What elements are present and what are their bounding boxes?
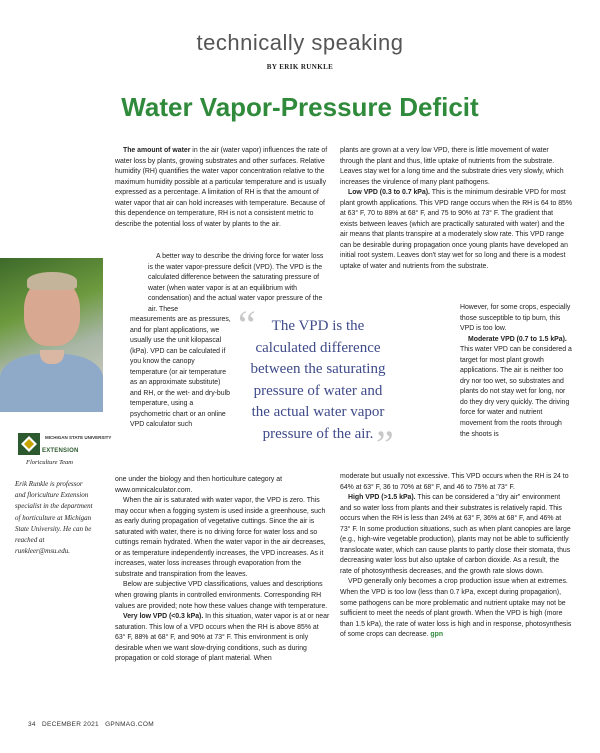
open-quote-icon: “ — [238, 302, 256, 347]
close-quote-icon: ” — [376, 422, 394, 467]
paragraph-text: in the air (water vapor) influences the rate of water loss by plants, growing substrates and other surfaces. Relative humidity (RH) quantifies the water vapor concentration relative to the maximum humidity possible at a particular temperature and is usually expressed as a percentage. A limitation of RH is that the amount of water vapor that air can hold increases with temperature. Because of this dependence on temperature, RH is not a consistent metric to describe the potential loss of water by plants to the air. — [115, 147, 328, 228]
logo-team: Floriculture Team — [26, 459, 74, 466]
paragraph-text: In this situation, water vapor is at or near saturation. This low of a VPD occurs when the RH is above 85% at 63° F, 88% at 68° F, and 90% at 73° F. This environment is only desirable when we want slow-drying conditions, such as during propagation or cold storage of plant material. When — [115, 613, 330, 663]
lead-in: The amount of water — [123, 147, 191, 154]
right-column-narrow — [460, 303, 572, 440]
lead-in: Low VPD (0.3 to 0.7 kPa). — [348, 189, 430, 197]
logo-university: MICHIGAN STATE UNIVERSITY — [45, 435, 112, 440]
lead-in: High VPD (>1.5 kPa). — [348, 494, 416, 502]
paragraph-text: This can be considered a "dry air" environment and so water loss from plants and their substrates is relatively rapid. This occurs when the RH is less than 24% at 63° F, 36% at 68° F, and 46% at 73° F. In some production situations, such as when plant canopies are large (e.g., high-wire vegetable production), plants may not be able to sufficiently translocate water, which can cause plants to partly close their stomata, thus decreasing water loss but also uptake of carbon dioxide. As a result, the rate of photosynthesis decreases, and the growth rate slows down. — [340, 494, 571, 575]
site-url: GPNMAG.COM — [105, 721, 154, 728]
left-column-narrow — [130, 315, 232, 431]
lead-in: Moderate VPD (0.7 to 1.5 kPa). — [468, 335, 567, 343]
paragraph-text: plants are grown at a very low VPD, there is little movement of water through the plant and thus, little uptake of nutrients from the substrate. Leaves stay wet for a long time and the substrate dries very slowly, which increases the virulence of many plant pathogens. — [340, 147, 564, 186]
paragraph-text: A better way to describe the driving force for water loss is the water vapor-pressure deficit (VPD). The VPD is the calculated difference between the saturating pressure of water (when water vapor is at an equilibrium with condensation) and the actual water vapor pressure of the air. These — [148, 253, 324, 313]
paragraph-text: Below are subjective VPD classifications, values and descriptions when growing plants in controlled environments. Corresponding RH values are provided; note how these values change with temperature. — [115, 581, 328, 610]
paragraph-text: VPD generally only becomes a crop production issue when at extremes. When the VPD is too low (less than 0.7 kPa, except during propagation), some pathogens can be more problematic and nutrient uptake may not be sufficient to meet the needs of plant growth. When the VPD is high (more than 1.5 kPa), the rate of water loss is high and in response, photosynthesis of some crops can decrease. — [340, 578, 572, 639]
left-column-bottom — [115, 475, 330, 665]
section-kicker: technically speaking — [196, 30, 404, 55]
author-photo — [0, 258, 103, 412]
paragraph-text: When the air is saturated with water vapor, the VPD is zero. This may occur when a fogging system is used inside a greenhouse, such as early during propagation of vegetative cuttings. Since the air is saturated with water, there is no driving force for water loss and so cuttings remain hydrated. When the water vapor in the air decreases, or as temperature independently increases, the VPD increases. As it increases, water loss increases through evaporation from the substrate and transpiration from the leaves. — [115, 497, 326, 578]
lead-in: Very low VPD (<0.3 kPa). — [123, 613, 204, 621]
left-column-top — [115, 146, 330, 230]
page-footer — [28, 721, 158, 728]
paragraph-text: one under the biology and then horticulture category at www.omnicalculator.com. — [115, 476, 283, 494]
paragraph-text: This is the minimum desirable VPD for most plant growth applications. This VPD range occurs when the RH is 64 to 85% at 63° F, 70 to 88% at 68° F, and 75 to 90% at 73° F. The gradient that exists between leaves (which are practically saturated with water) and the air means that plants transpire at a moderately slow rate. This VPD range can be desirable during propagation once young plants have developed an initial root system. Leaves don't stay wet for so long and there is a modest uptake of water and nutrients from the substrate. — [340, 189, 572, 271]
right-column-top — [340, 146, 572, 273]
page-number: 34 — [28, 721, 36, 728]
author-bio: Erik Runkle is professor and floriculture Extension specialist in the department of horticulture at Michigan State University. He can be reached at runkleer@msu.edu. — [15, 480, 93, 556]
paragraph-text: moderate but usually not excessive. This VPD occurs when the RH is 24 to 64% at 63° F, 36 to 70% at 68° F, and 46 to 75% at 73° F. — [340, 473, 569, 491]
article-headline: Water Vapor-Pressure Deficit — [121, 92, 479, 122]
paragraph-text: measurements are as pressures, and for plant applications, we usually use the unit kilopascal (kPa). VPD can be calculated if you know the canopy temperature (or air temperature as an approximate substitute) and RH, or the wet- and dry-bulb temperature, using a psychometric chart or an online VPD calculator such — [130, 316, 231, 429]
paragraph-text: This water VPD can be considered a target for most plant growth applications. The air is neither too dry nor too wet, so substrates and plants do not stay wet for long, nor do they dry very quickly. The driving force for water and nutrient movement from the roots through the shoots is — [460, 346, 572, 438]
logo-extension: EXTENSION — [42, 448, 79, 454]
end-mark: gpn — [430, 631, 444, 639]
pull-quote: The VPD is the calculated difference between the saturating pressure of water and the actual water vapor pressure of the air. — [250, 318, 386, 442]
issue-date: DECEMBER 2021 — [41, 721, 99, 728]
paragraph-text: However, for some crops, especially those susceptible to tip burn, this VPD is too low. — [460, 304, 571, 333]
right-column-bottom — [340, 472, 572, 641]
byline: BY ERIK RUNKLE — [266, 63, 334, 71]
